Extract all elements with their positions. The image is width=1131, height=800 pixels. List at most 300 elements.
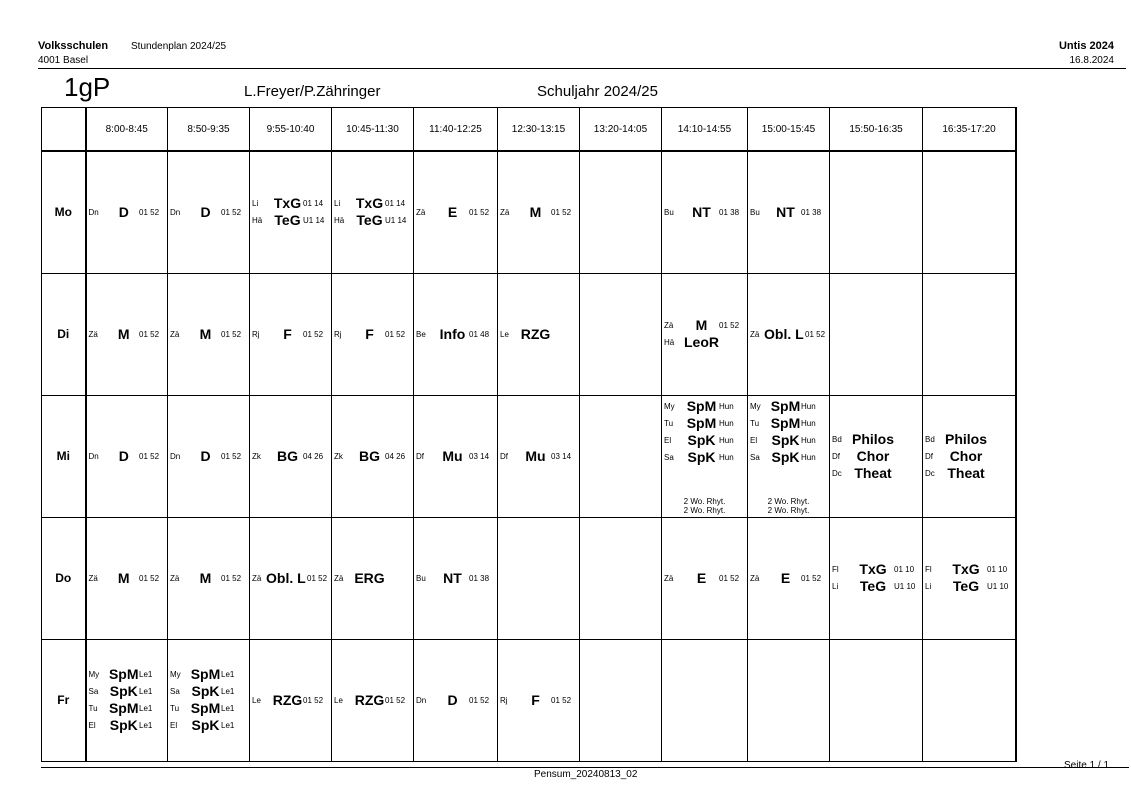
lesson-entry (498, 204, 579, 221)
lesson-cell (250, 517, 332, 639)
lesson-entry (923, 561, 1015, 578)
teacher-code: Zä (750, 573, 760, 583)
subject-code: SpK (109, 717, 138, 733)
lesson-entry (498, 448, 579, 465)
subject-code: Chor (856, 447, 890, 464)
room-code: 01 38 (469, 573, 490, 583)
subject-code: M (199, 325, 212, 342)
lesson-entry (923, 448, 1015, 465)
room-code: 01 52 (801, 573, 822, 583)
lesson-cell (830, 395, 923, 517)
room-code: 01 52 (551, 207, 572, 217)
day-row-mi (42, 395, 1017, 517)
lesson-cell (332, 151, 414, 273)
subject-code: Obl. L (266, 569, 306, 586)
lesson-cell (923, 395, 1017, 517)
subject-code: Obl. L (764, 325, 804, 342)
lesson-cell (498, 151, 580, 273)
subject-code: Info (439, 325, 466, 342)
teacher-code: El (664, 436, 672, 445)
lesson-cell (168, 517, 250, 639)
lesson-entry (250, 570, 331, 587)
footer-divider (41, 767, 1129, 768)
lesson-cell (250, 273, 332, 395)
teacher-code: Df (416, 451, 424, 461)
teacher-code: Zk (252, 451, 261, 461)
teacher-code: Le (500, 329, 509, 339)
lesson-entry (87, 448, 168, 465)
teacher-code: Fl (832, 565, 839, 574)
subject-code: SpK (771, 432, 800, 448)
teacher-code: My (88, 670, 100, 679)
subject-code: D (200, 447, 211, 464)
teacher-code: Bu (750, 207, 760, 217)
lesson-entry (748, 204, 829, 221)
lesson-cell (250, 639, 332, 761)
pensum-label: Pensum_20240813_02 (534, 769, 638, 780)
rhythm-note-line: 2 Wo. Rhyt. (683, 497, 726, 506)
header-divider (38, 68, 1126, 69)
lesson-entry (830, 448, 922, 465)
room-code: 01 52 (805, 329, 826, 339)
teacher-code: My (170, 670, 181, 679)
room-code: Le1 (139, 721, 153, 730)
lesson-cell (414, 395, 498, 517)
lesson-entry (923, 465, 1015, 482)
lesson-entry (87, 666, 168, 683)
lesson-entry (168, 204, 249, 221)
lesson-entry (830, 578, 922, 595)
period-header: 11:40-12:25 (414, 108, 498, 152)
lesson-entry (830, 431, 922, 448)
class-name: 1gP (64, 72, 111, 102)
lesson-cell (923, 639, 1017, 761)
teacher-code: Le (334, 695, 343, 705)
lesson-cell (748, 395, 830, 517)
teacher-code: Zä (416, 207, 426, 217)
teacher-code: Rj (334, 329, 342, 339)
teacher-code: Tu (750, 419, 760, 428)
teacher-code: Li (252, 199, 259, 209)
subject-code: M (117, 569, 130, 586)
subject-code: M (695, 317, 708, 333)
subject-code: RZG (272, 691, 303, 708)
subject-code: SpK (191, 683, 220, 699)
period-header: 15:50-16:35 (830, 108, 923, 152)
rhythm-note (662, 497, 747, 515)
room-code: 01 52 (303, 329, 324, 339)
teacher-code: Dn (88, 207, 99, 217)
lesson-entry (662, 398, 747, 415)
lesson-entry (830, 465, 922, 482)
lesson-cell (580, 151, 662, 273)
school-year: Schuljahr 2024/25 (537, 83, 658, 100)
teacher-code: El (170, 721, 178, 730)
period-header: 14:10-14:55 (662, 108, 748, 152)
room-code: 01 52 (719, 573, 740, 583)
lesson-entry (414, 204, 497, 221)
teacher-code: Tu (664, 419, 674, 428)
teacher-code: Zä (88, 573, 98, 583)
lesson-entry (662, 570, 747, 587)
lesson-cell (580, 517, 662, 639)
lesson-entry (662, 317, 747, 334)
lesson-cell (580, 273, 662, 395)
room-code: 01 52 (551, 695, 572, 705)
lesson-entry (414, 448, 497, 465)
room-code: Hun (801, 436, 816, 445)
teacher-code: Bd (925, 434, 935, 444)
day-label: Fr (42, 639, 86, 761)
day-row-fr (42, 639, 1017, 761)
day-label: Mi (42, 395, 86, 517)
lesson-entry (748, 326, 829, 343)
lesson-entry (168, 570, 249, 587)
lesson-cell (748, 273, 830, 395)
rhythm-note-line: 2 Wo. Rhyt. (767, 497, 810, 506)
teacher-code: Dc (832, 468, 842, 478)
rhythm-note (748, 497, 829, 515)
lesson-cell (662, 395, 748, 517)
lesson-entry (923, 578, 1015, 595)
lesson-entry (168, 666, 249, 683)
lesson-entry (748, 570, 829, 587)
teacher-code: My (750, 402, 761, 411)
subject-code: Philos (852, 430, 895, 447)
subject-code: BG (359, 447, 380, 464)
teacher-code: Dn (88, 451, 99, 461)
lesson-entry (830, 561, 922, 578)
subject-code: SpM (686, 415, 717, 431)
teacher-code: Sa (88, 687, 99, 696)
room-code: 01 52 (221, 451, 242, 461)
subject-code: Mu (442, 447, 463, 464)
lesson-cell (86, 517, 168, 639)
subject-code: SpM (770, 415, 801, 431)
lesson-entry (87, 204, 168, 221)
room-code: U1 14 (303, 216, 325, 226)
lesson-cell (168, 395, 250, 517)
period-header: 16:35-17:20 (923, 108, 1017, 152)
day-label: Do (42, 517, 86, 639)
teacher-code: Be (416, 329, 426, 339)
lesson-cell (748, 151, 830, 273)
subject-code: F (365, 325, 374, 342)
lesson-entry (87, 700, 168, 717)
lesson-entry (332, 326, 413, 343)
lesson-cell (332, 273, 414, 395)
school-name: Volksschulen (38, 40, 109, 52)
teacher-code: Zä (334, 573, 344, 583)
room-code: 01 52 (221, 329, 242, 339)
lesson-entry (250, 448, 331, 465)
timetable-body (42, 151, 1017, 761)
room-code: Le1 (221, 670, 235, 679)
lesson-entry (332, 448, 413, 465)
subject-code: E (780, 569, 791, 586)
teacher-code: Zä (170, 329, 180, 339)
teacher-code: My (664, 402, 675, 411)
teacher-code: Dn (416, 695, 427, 705)
subject-code: BG (277, 447, 298, 464)
lesson-entry (250, 326, 331, 343)
subject-code: NT (443, 569, 462, 586)
subject-code: SpK (191, 717, 220, 733)
subject-code: Theat (947, 464, 985, 481)
subject-code: SpK (687, 432, 716, 448)
lesson-cell (86, 151, 168, 273)
lesson-entry (748, 449, 829, 466)
room-code: 01 14 (303, 199, 324, 209)
lesson-cell (498, 273, 580, 395)
teacher-code: Zä (88, 329, 98, 339)
subject-code: SpM (190, 666, 221, 682)
room-code: 01 52 (303, 695, 324, 705)
room-code: U1 14 (385, 216, 407, 226)
rhythm-note-line: 2 Wo. Rhyt. (683, 506, 726, 515)
subject-code: Mu (525, 447, 546, 464)
room-code: 04 26 (385, 451, 406, 461)
room-code: 01 52 (221, 573, 242, 583)
room-code: Hun (801, 419, 816, 428)
lesson-entry (923, 431, 1015, 448)
lesson-cell (830, 639, 923, 761)
teacher-code: Zä (252, 573, 262, 583)
class-teachers: L.Freyer/P.Zähringer (244, 83, 381, 100)
teacher-code: Sa (170, 687, 180, 696)
room-code: 01 38 (801, 207, 822, 217)
lesson-cell (414, 517, 498, 639)
lesson-entry (250, 692, 331, 709)
print-date: 16.8.2024 (1069, 55, 1114, 66)
subject-code: Philos (945, 430, 988, 447)
room-code: 01 10 (987, 565, 1008, 574)
lesson-entry (332, 195, 413, 212)
subject-code: SpK (771, 449, 800, 465)
room-code: 01 38 (719, 207, 740, 217)
room-code: 01 52 (139, 573, 160, 583)
room-code: Hun (801, 402, 816, 411)
subject-code: D (118, 203, 129, 220)
room-code: 01 52 (469, 207, 490, 217)
lesson-entry (87, 570, 168, 587)
room-code: Hun (719, 453, 734, 462)
teacher-code: Df (500, 451, 508, 461)
subject-code: F (283, 325, 292, 342)
lesson-entry (748, 415, 829, 432)
lesson-cell (498, 517, 580, 639)
room-code: Le1 (139, 687, 153, 696)
subject-code: LeoR (684, 334, 719, 350)
room-code: U1 10 (987, 582, 1009, 591)
period-header: 8:50-9:35 (168, 108, 250, 152)
subject-code: TxG (273, 195, 302, 212)
lesson-cell (414, 151, 498, 273)
subject-code: E (447, 203, 458, 220)
subject-code: NT (776, 203, 795, 220)
subject-code: SpM (770, 398, 801, 414)
lesson-entry (168, 326, 249, 343)
teacher-code: Bu (416, 573, 426, 583)
subject-code: D (200, 203, 211, 220)
lesson-cell (580, 395, 662, 517)
room-code: 04 26 (303, 451, 324, 461)
lesson-entry (332, 570, 413, 587)
teacher-code: Hä (252, 216, 263, 226)
period-header: 10:45-11:30 (332, 108, 414, 152)
period-header: 13:20-14:05 (580, 108, 662, 152)
teacher-code: Hä (334, 216, 345, 226)
subject-code: SpM (190, 700, 221, 716)
lesson-entry (87, 717, 168, 734)
room-code: 01 52 (385, 329, 406, 339)
subject-code: SpK (109, 683, 138, 699)
teacher-code: Dn (170, 207, 181, 217)
lesson-cell (662, 273, 748, 395)
lesson-cell (332, 395, 414, 517)
subject-code: M (117, 325, 130, 342)
room-code: Hun (719, 402, 734, 411)
room-code: 01 52 (221, 207, 242, 217)
subject-code: TxG (952, 561, 980, 577)
room-code: U1 10 (894, 582, 916, 591)
lesson-entry (414, 570, 497, 587)
teacher-code: Fl (925, 565, 932, 574)
subject-code: Theat (854, 464, 892, 481)
lesson-cell (250, 151, 332, 273)
teacher-code: El (750, 436, 758, 445)
lesson-entry (332, 212, 413, 229)
room-code: 01 52 (139, 207, 160, 217)
room-code: 03 14 (551, 451, 572, 461)
lesson-entry (250, 195, 331, 212)
teacher-code: Tu (170, 704, 180, 713)
lesson-cell (923, 151, 1017, 273)
lesson-entry (662, 415, 747, 432)
subject-code: M (529, 203, 542, 220)
room-code: 01 52 (139, 329, 160, 339)
lesson-entry (87, 326, 168, 343)
day-label: Mo (42, 151, 86, 273)
teacher-code: Zk (334, 451, 343, 461)
lesson-cell (168, 273, 250, 395)
teacher-code: Bu (664, 207, 674, 217)
period-header: 8:00-8:45 (86, 108, 168, 152)
teacher-code: Sa (664, 453, 674, 462)
subject-code: ERG (354, 569, 385, 586)
room-code: 01 52 (719, 321, 740, 330)
teacher-code: Rj (500, 695, 508, 705)
subject-code: SpM (108, 700, 139, 716)
room-code: 01 14 (385, 199, 406, 209)
teacher-code: Hä (664, 338, 675, 347)
lesson-entry (168, 700, 249, 717)
lesson-cell (86, 273, 168, 395)
room-code: Hun (801, 453, 816, 462)
lesson-entry (414, 692, 497, 709)
room-code: 01 52 (385, 695, 406, 705)
subject-code: D (447, 691, 458, 708)
software-label: Untis 2024 (1058, 40, 1114, 52)
lesson-cell (748, 517, 830, 639)
lesson-entry (662, 334, 747, 351)
lesson-cell (168, 151, 250, 273)
lesson-cell (332, 517, 414, 639)
subject-code: RZG (354, 691, 385, 708)
lesson-cell (332, 639, 414, 761)
lesson-entry (168, 717, 249, 734)
teacher-code: Li (334, 199, 341, 209)
room-code: 01 52 (307, 573, 328, 583)
lesson-cell (250, 395, 332, 517)
lesson-cell (662, 639, 748, 761)
teacher-code: Sa (750, 453, 760, 462)
rhythm-note-line: 2 Wo. Rhyt. (767, 506, 810, 515)
lesson-entry (414, 326, 497, 343)
teacher-code: Tu (88, 704, 98, 713)
lesson-entry (662, 204, 747, 221)
subject-code: TeG (274, 212, 301, 229)
teacher-code: Zä (170, 573, 180, 583)
lesson-entry (498, 692, 579, 709)
teacher-code: Dn (170, 451, 181, 461)
teacher-code: Dc (925, 468, 935, 478)
subject-code: Chor (949, 447, 983, 464)
room-code: Le1 (139, 704, 153, 713)
subject-code: TxG (859, 561, 887, 577)
subject-code: E (696, 569, 707, 586)
lesson-entry (87, 683, 168, 700)
lesson-cell (498, 395, 580, 517)
school-city: 4001 Basel (38, 55, 89, 66)
teacher-code: Zä (750, 329, 760, 339)
teacher-code: Df (925, 451, 934, 461)
lesson-entry (332, 692, 413, 709)
timetable (41, 107, 1017, 762)
lesson-entry (662, 449, 747, 466)
subject-code: F (531, 691, 540, 708)
lesson-entry (168, 448, 249, 465)
subject-code: TxG (355, 195, 384, 212)
lesson-cell (662, 517, 748, 639)
room-code: Hun (719, 419, 734, 428)
period-header: 15:00-15:45 (748, 108, 830, 152)
lesson-cell (923, 517, 1017, 639)
corner-cell (42, 108, 86, 152)
subject-code: TeG (356, 212, 383, 229)
room-code: Le1 (221, 704, 235, 713)
room-code: Hun (719, 436, 734, 445)
room-code: 01 52 (139, 451, 160, 461)
lesson-cell (830, 517, 923, 639)
lesson-entry (748, 432, 829, 449)
lesson-cell (86, 639, 168, 761)
lesson-cell (498, 639, 580, 761)
teacher-code: Zä (500, 207, 510, 217)
subject-code: NT (692, 203, 711, 220)
plan-title: Stundenplan 2024/25 (131, 41, 227, 52)
lesson-entry (662, 432, 747, 449)
room-code: Le1 (221, 687, 235, 696)
subject-code: D (118, 447, 129, 464)
subject-code: SpM (686, 398, 717, 414)
teacher-code: Bd (832, 434, 842, 444)
subject-code: SpK (687, 449, 716, 465)
room-code: 01 10 (894, 565, 915, 574)
period-header: 9:55-10:40 (250, 108, 332, 152)
teacher-code: Li (832, 582, 839, 591)
lesson-cell (414, 639, 498, 761)
